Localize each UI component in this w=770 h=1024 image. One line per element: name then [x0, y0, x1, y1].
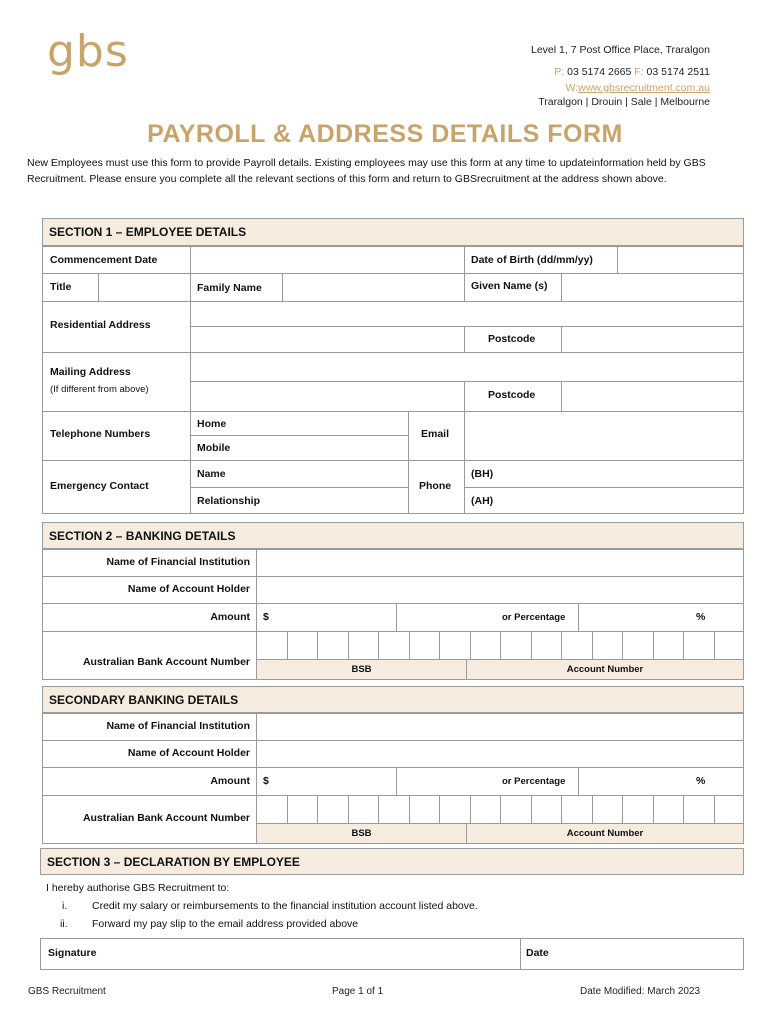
residential-address-input[interactable]: [191, 302, 743, 326]
digit-divider: [409, 631, 410, 659]
family-name-label: Family Name: [197, 282, 262, 294]
footer-date-modified: Date Modified: March 2023: [580, 986, 701, 997]
emergency-name-label: Name: [197, 468, 226, 480]
s2b-bsb-caption: BSB: [256, 823, 467, 844]
digit-divider: [378, 631, 379, 659]
mailing-postcode-label: Postcode: [488, 389, 536, 401]
digit-divider: [683, 795, 684, 823]
phone-bh-label: (BH): [471, 468, 494, 480]
mobile-phone-label: Mobile: [197, 442, 231, 454]
digit-divider: [317, 631, 318, 659]
commencement-date-input[interactable]: [191, 247, 463, 273]
section2-heading: SECTION 2 – BANKING DETAILS: [42, 522, 744, 549]
intro-text: New Employees must use this form to provide Payroll details. Existing employees may use this form at any time to updateinformation held by GBS Recruitment. Please ensure you complete all the relevant sections of this form and return to GBSrecruitment at the address shown above.: [27, 157, 706, 185]
footer-company: GBS Recruitment: [28, 986, 106, 997]
declaration-item1-number: i.: [62, 900, 68, 912]
email-label: Email: [421, 428, 450, 440]
declaration-item2-number: ii.: [60, 918, 68, 930]
digit-divider: [287, 795, 288, 823]
digit-divider: [287, 631, 288, 659]
digit-divider: [470, 631, 471, 659]
digit-divider: [439, 631, 440, 659]
digit-divider: [622, 631, 623, 659]
emergency-contact-label: Emergency Contact: [50, 480, 149, 492]
header-address: Level 1, 7 Post Office Place, Traralgon: [531, 44, 710, 56]
declaration-intro: I hereby authorise GBS Recruitment to:: [46, 882, 230, 894]
s2-percentage-input[interactable]: [579, 604, 689, 631]
digit-divider: [653, 631, 654, 659]
s2-dollar-sign: $: [263, 611, 269, 623]
s2b-institution-label: Name of Financial Institution: [106, 720, 250, 732]
digit-divider: [561, 795, 562, 823]
s2b-percent-sign: %: [696, 775, 706, 787]
s2b-holder-label: Name of Account Holder: [127, 747, 250, 759]
s2b-holder-input[interactable]: [257, 741, 743, 767]
given-name-input[interactable]: [562, 274, 743, 301]
residential-postcode-label: Postcode: [488, 333, 536, 345]
s2-percentage-label: or Percentage: [502, 612, 566, 623]
s2-account-number-label: Australian Bank Account Number: [82, 656, 250, 668]
given-name-label: Given Name (s): [471, 280, 548, 292]
s2-account-digit-boxes[interactable]: [256, 631, 744, 659]
digit-divider: [348, 631, 349, 659]
s2-holder-label: Name of Account Holder: [127, 583, 250, 595]
gbs-logo: gbs: [47, 26, 129, 77]
dob-label: Date of Birth (dd/mm/yy): [471, 254, 593, 266]
s2b-percentage-input[interactable]: [579, 768, 689, 795]
digit-divider: [470, 795, 471, 823]
mailing-postcode-input[interactable]: [562, 382, 743, 411]
form-title: PAYROLL & ADDRESS DETAILS FORM: [147, 120, 623, 148]
digit-divider: [714, 631, 715, 659]
residential-address-label: Residential Address: [50, 319, 151, 331]
s2b-institution-input[interactable]: [257, 714, 743, 740]
s2b-amount-label: Amount: [210, 775, 250, 787]
s2-bsb-caption: BSB: [256, 659, 467, 680]
section3-heading: SECTION 3 – DECLARATION BY EMPLOYEE: [40, 848, 744, 875]
title-label: Title: [50, 281, 72, 293]
digit-divider: [500, 631, 501, 659]
date-input[interactable]: [556, 939, 742, 969]
telephone-numbers-label: Telephone Numbers: [50, 428, 151, 440]
dob-input[interactable]: [618, 247, 743, 273]
s2-amount-input[interactable]: [272, 604, 395, 631]
website-link[interactable]: www.gbsrecruitment.com.au: [578, 82, 710, 94]
phone-label: P:: [554, 66, 565, 78]
s2b-percentage-label: or Percentage: [502, 776, 566, 787]
digit-divider: [592, 795, 593, 823]
phone-number: 03 5174 2665: [567, 66, 632, 78]
digit-divider: [531, 631, 532, 659]
s2-amount-label: Amount: [210, 611, 250, 623]
s2b-amount-input[interactable]: [272, 768, 395, 795]
digit-divider: [317, 795, 318, 823]
phone-ah-label: (AH): [471, 495, 494, 507]
s2b-account-number-caption: Account Number: [466, 823, 744, 844]
s2-institution-input[interactable]: [257, 550, 743, 576]
s2-account-number-caption: Account Number: [466, 659, 744, 680]
digit-divider: [592, 631, 593, 659]
emergency-phone-label: Phone: [419, 480, 452, 492]
declaration-item1: Credit my salary or reimbursements to the financial institution account listed above.: [92, 900, 478, 912]
web-label: W:: [565, 82, 579, 94]
residential-postcode-input[interactable]: [562, 327, 743, 352]
s2b-account-number-label: Australian Bank Account Number: [82, 812, 250, 824]
s2-percent-sign: %: [696, 611, 706, 623]
fax-number: 03 5174 2511: [646, 66, 710, 78]
mailing-address-input[interactable]: [191, 353, 743, 381]
digit-divider: [683, 631, 684, 659]
s2b-dollar-sign: $: [263, 775, 269, 787]
home-phone-label: Home: [197, 418, 227, 430]
mailing-address-note: (If different from above): [50, 384, 149, 395]
fax-label: F:: [634, 66, 644, 78]
footer-page-number: Page 1 of 1: [332, 986, 384, 997]
s2b-account-digit-boxes[interactable]: [256, 795, 744, 823]
emergency-relationship-label: Relationship: [197, 495, 261, 507]
signature-label: Signature: [48, 947, 97, 959]
declaration-item2: Forward my pay slip to the email address provided above: [92, 918, 359, 930]
title-input[interactable]: [99, 274, 189, 301]
digit-divider: [348, 795, 349, 823]
email-input[interactable]: [465, 412, 743, 460]
commencement-date-label: Commencement Date: [50, 254, 158, 266]
signature-input[interactable]: [110, 939, 518, 969]
digit-divider: [500, 795, 501, 823]
date-label: Date: [526, 947, 549, 959]
digit-divider: [561, 631, 562, 659]
s2-institution-label: Name of Financial Institution: [106, 556, 250, 568]
family-name-input[interactable]: [283, 274, 463, 301]
digit-divider: [378, 795, 379, 823]
digit-divider: [714, 795, 715, 823]
digit-divider: [409, 795, 410, 823]
secondary-heading: SECONDARY BANKING DETAILS: [42, 686, 744, 713]
digit-divider: [439, 795, 440, 823]
digit-divider: [622, 795, 623, 823]
section1-heading: SECTION 1 – EMPLOYEE DETAILS: [42, 218, 744, 246]
digit-divider: [653, 795, 654, 823]
header-locations: Traralgon | Drouin | Sale | Melbourne: [538, 96, 710, 108]
header-phone-line: [554, 64, 710, 80]
digit-divider: [531, 795, 532, 823]
s2-holder-input[interactable]: [257, 577, 743, 603]
mailing-address-label: Mailing Address: [50, 366, 131, 378]
